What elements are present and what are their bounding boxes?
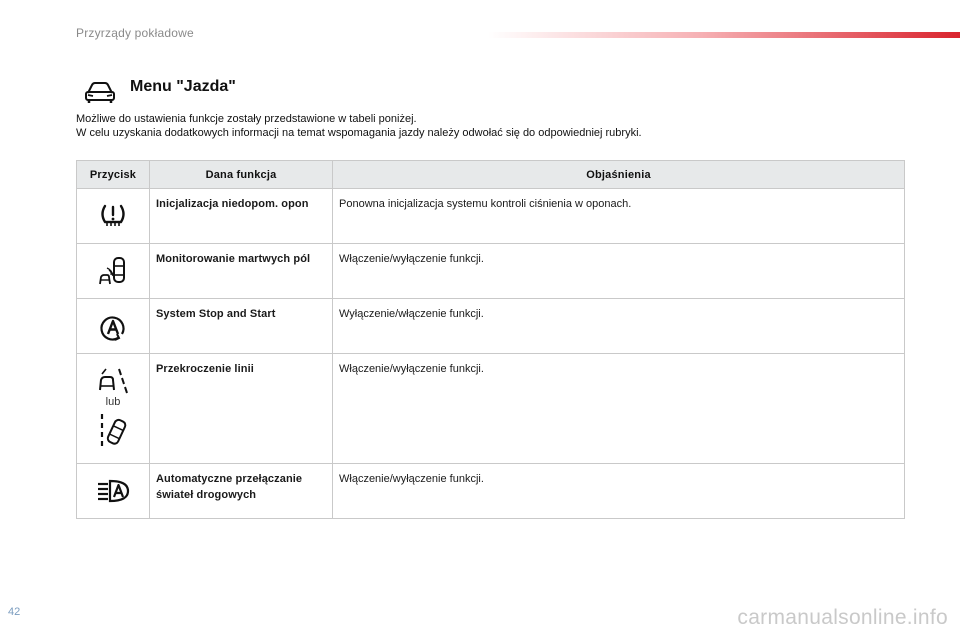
car-icon xyxy=(84,80,116,104)
functions-table xyxy=(76,160,905,519)
column-header-explanation: Objaśnienia xyxy=(333,161,905,189)
lane-departure-icon[interactable] xyxy=(97,366,129,394)
icon-cell xyxy=(77,189,150,244)
auto-high-beam-icon[interactable] xyxy=(96,478,130,504)
function-name: System Stop and Start xyxy=(150,299,333,354)
icon-cell xyxy=(77,354,150,464)
intro-line-2: W celu uzyskania dodatkowych informacji na temat wspomagania jazdy należy odwołać się do odpowiedniej rubryki. xyxy=(76,127,642,139)
function-name-line-1: Automatyczne przełączanie xyxy=(156,473,303,485)
table-row xyxy=(77,189,905,244)
section-title: Menu "Jazda" xyxy=(130,78,236,95)
icon-cell xyxy=(77,299,150,354)
header-rule xyxy=(488,32,960,38)
intro-line-1: Możliwe do ustawienia funkcje zostały przedstawione w tabeli poniżej. xyxy=(76,113,417,125)
function-description: Włączenie/wyłączenie funkcji. xyxy=(333,354,905,464)
table-header-row xyxy=(77,161,905,189)
function-name: Przekroczenie linii xyxy=(150,354,333,464)
function-name xyxy=(150,464,333,519)
blind-spot-monitoring-icon[interactable] xyxy=(97,256,129,288)
header-title: Przyrządy pokładowe xyxy=(76,26,194,40)
or-label: lub xyxy=(105,396,121,408)
tyre-pressure-warning-icon[interactable] xyxy=(98,202,128,230)
icon-cell xyxy=(77,244,150,299)
icon-cell xyxy=(77,464,150,519)
column-header-function: Dana funkcja xyxy=(150,161,333,189)
table-row xyxy=(77,299,905,354)
stop-start-icon[interactable] xyxy=(98,313,128,343)
function-name-line-2: świateł drogowych xyxy=(156,489,257,501)
lane-departure-alt-icon[interactable] xyxy=(97,412,129,448)
page-number: 42 xyxy=(8,606,21,618)
function-name: Monitorowanie martwych pól xyxy=(150,244,333,299)
function-description: Włączenie/wyłączenie funkcji. xyxy=(333,244,905,299)
watermark: carmanualsonline.info xyxy=(737,606,948,629)
function-description: Włączenie/wyłączenie funkcji. xyxy=(333,464,905,519)
table-row xyxy=(77,464,905,519)
function-name: Inicjalizacja niedopom. opon xyxy=(150,189,333,244)
table-row xyxy=(77,244,905,299)
intro-text xyxy=(76,112,642,140)
function-description: Ponowna inicjalizacja systemu kontroli ciśnienia w oponach. xyxy=(333,189,905,244)
column-header-button: Przycisk xyxy=(77,161,150,189)
table-row xyxy=(77,354,905,464)
function-description: Wyłączenie/włączenie funkcji. xyxy=(333,299,905,354)
